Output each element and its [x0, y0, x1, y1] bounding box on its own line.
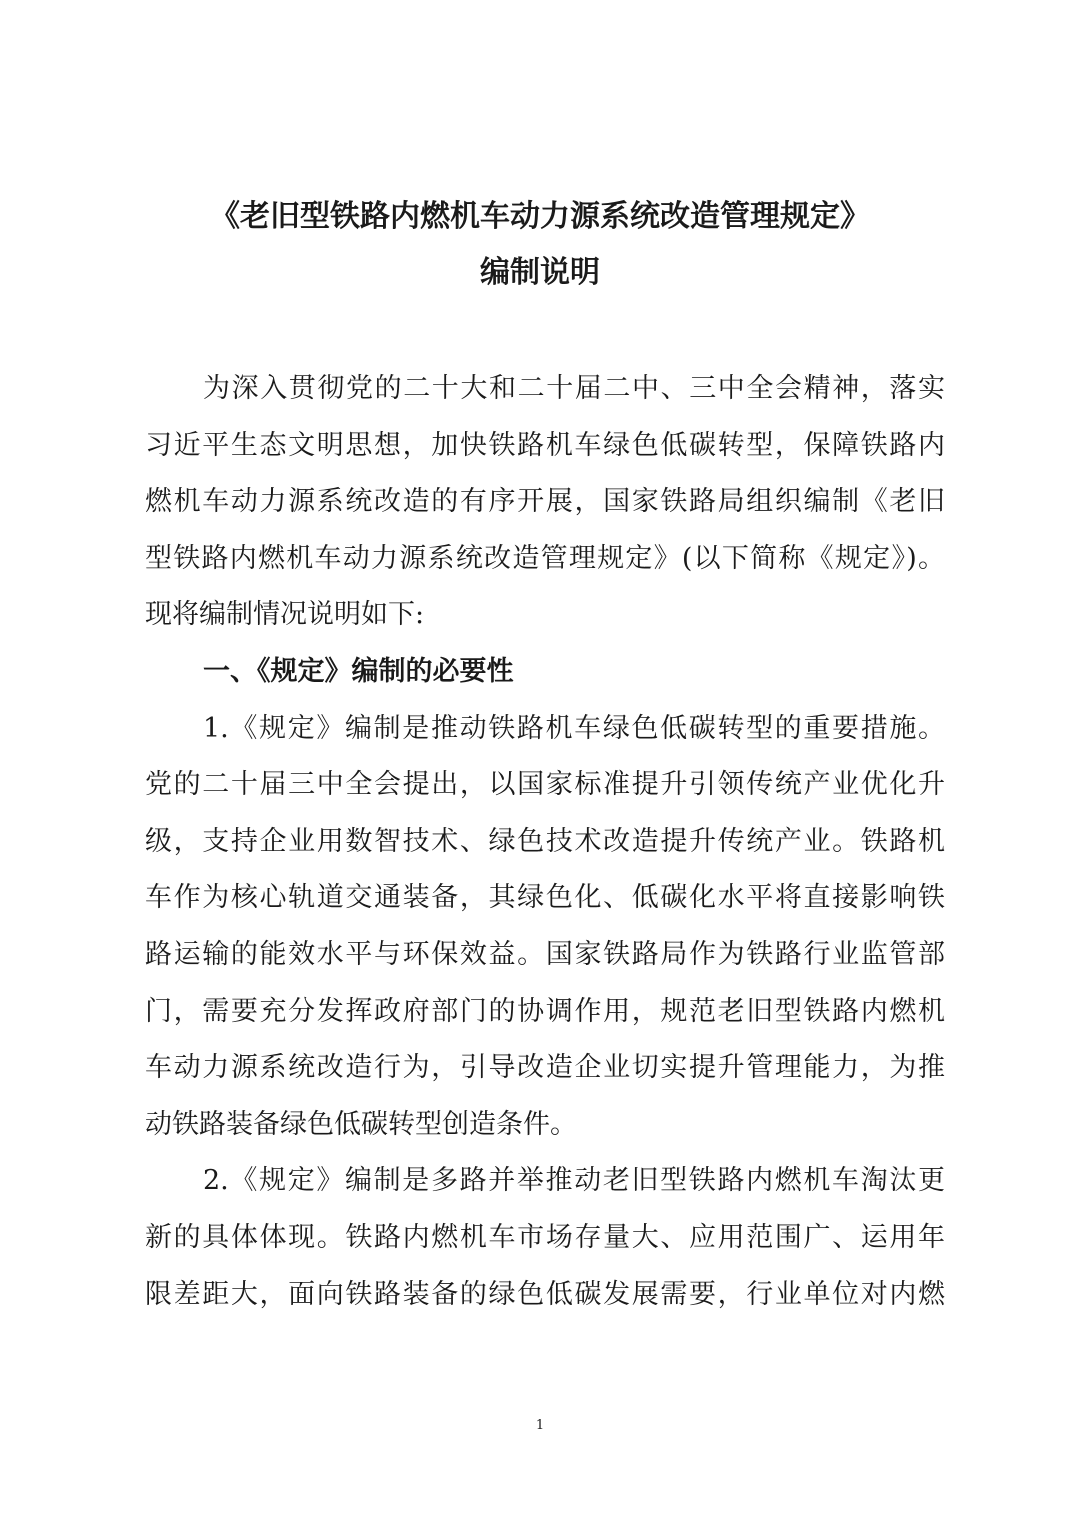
text-line: 现将编制情况说明如下: [145, 599, 425, 631]
text-line: 党的二十届三中全会提出，以国家标准提升引领传统产业优化升 [145, 769, 945, 801]
text-line: 动铁路装备绿色低碳转型创造条件。 [145, 1108, 577, 1140]
text-line: 车作为核心轨道交通装备，其绿色化、低碳化水平将直接影响铁 [145, 882, 945, 914]
document-title: 《老旧型铁路内燃机车动力源系统改造管理规定》 [210, 199, 870, 234]
document-body [145, 361, 945, 1323]
text-line: 型铁路内燃机车动力源系统改造管理规定》(以下简称《规定》)。 [145, 542, 945, 574]
text-line: 1.《规定》编制是推动铁路机车绿色低碳转型的重要措施。 [203, 712, 945, 744]
text-line: 习近平生态文明思想，加快铁路机车绿色低碳转型，保障铁路内 [145, 429, 945, 461]
section-heading: 一、《规定》编制的必要性 [203, 655, 514, 687]
text-line: 燃机车动力源系统改造的有序开展，国家铁路局组织编制《老旧 [145, 486, 945, 518]
page-number: 1 [535, 1418, 545, 1433]
text-line: 路运输的能效水平与环保效益。国家铁路局作为铁路行业监管部 [145, 938, 945, 970]
text-line: 为深入贯彻党的二十大和二十届二中、三中全会精神，落实 [203, 373, 945, 404]
text-line: 级，支持企业用数智技术、绿色技术改造提升传统产业。铁路机 [145, 825, 945, 857]
text-line: 门，需要充分发挥政府部门的协调作用，规范老旧型铁路内燃机 [145, 995, 945, 1027]
text-line: 限差距大，面向铁路装备的绿色低碳发展需要，行业单位对内燃 [145, 1278, 945, 1310]
text-line: 新的具体体现。铁路内燃机车市场存量大、应用范围广、运用年 [145, 1221, 945, 1253]
text-line: 2.《规定》编制是多路并举推动老旧型铁路内燃机车淘汰更 [203, 1165, 945, 1197]
text-line: 车动力源系统改造行为，引导改造企业切实提升管理能力，为推 [145, 1052, 945, 1084]
document-subtitle: 编制说明 [480, 255, 600, 290]
